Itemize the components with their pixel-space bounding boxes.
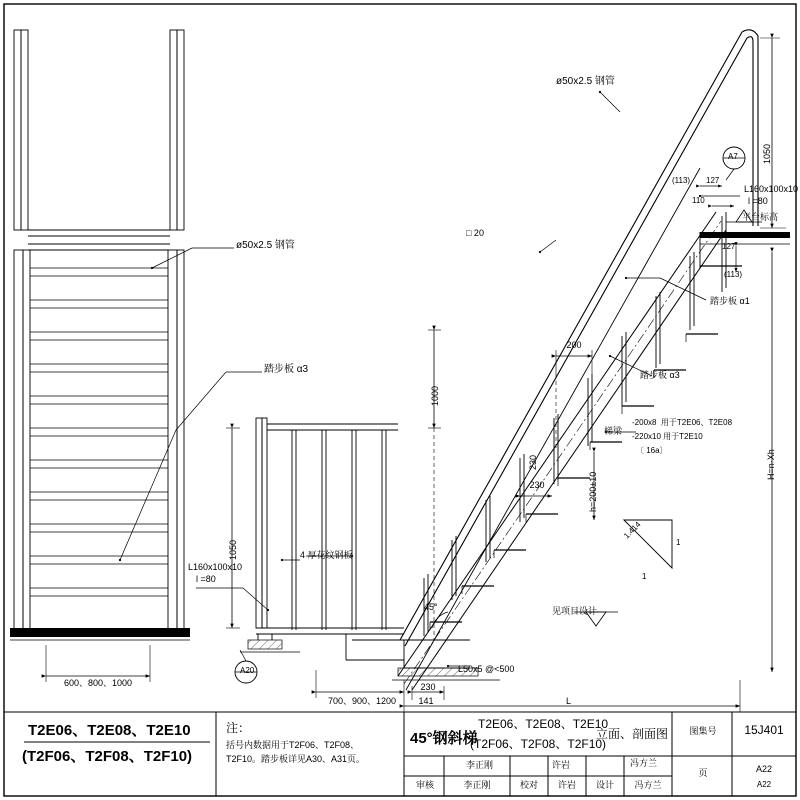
mid-dim-1050: 1050 (228, 539, 238, 560)
main-label-beam-spec-1: -200x8 用于T2E06、T2E08 (632, 418, 733, 427)
left-elevation-view (10, 30, 190, 682)
design-label: 设计 (595, 780, 614, 790)
signature-1: 李正刚 (466, 760, 494, 770)
title-main: 45°钢斜梯 (410, 730, 478, 747)
main-dim-1000: 1000 (430, 385, 440, 406)
main-label-beam-spec-2: -220x10 用于T2E10 (632, 432, 703, 441)
check-label: 校对 (519, 780, 538, 790)
title-models-1: T2E06、T2E08、T2E10 (478, 717, 609, 731)
main-dim-H: H=n·Xh (766, 449, 776, 480)
main-dim-200: 200 (566, 340, 582, 350)
main-angle-45: 45° (424, 602, 438, 612)
main-dim-127b: 127 (722, 242, 736, 251)
page-number: A22 (755, 764, 772, 774)
main-dim-vert-small: 230 (528, 454, 538, 470)
mid-dim-bottom-width: 700、900、1200 (327, 696, 397, 706)
main-label-beam-spec-3: 〔 16a〕 (636, 446, 668, 455)
design-name: 冯方兰 (634, 780, 662, 790)
left-label-pipe: ø50x2.5 钢管 (236, 240, 295, 251)
triangle-h: 1 (642, 572, 647, 581)
mid-angle-label-1: L160x100x10 (188, 562, 243, 572)
main-dim-141: 141 (418, 696, 434, 706)
title-models-2: (T2F06、T2F08、T2F10) (470, 737, 607, 751)
page-sub: A22 (756, 780, 772, 789)
atlas-label: 图集号 (689, 726, 717, 736)
detail-bubble-top: A7 (728, 152, 738, 161)
approve-name: 李正刚 (463, 780, 491, 790)
approve-label: 审核 (415, 780, 434, 790)
main-label-beam: 梯梁 (604, 426, 623, 436)
triangle-v: 1 (676, 538, 681, 547)
main-label-tread-a3: 踏步板 α3 (640, 370, 680, 380)
main-label-pipe-top: ø50x2.5 钢管 (556, 76, 615, 87)
main-dim-h200: h=200±10 (588, 471, 598, 512)
main-dim-110: 110 (692, 196, 705, 205)
main-dim-230-bottom: 230 (420, 682, 436, 692)
main-label-square-tube: □ 20 (466, 228, 484, 238)
triangle-hyp: 1.414 (622, 519, 643, 541)
main-dim-127a: 127 (706, 176, 720, 185)
mid-plate-label: 4 厚花纹钢板 (300, 550, 353, 560)
notes-heading: 注： (226, 721, 251, 735)
left-caption-2: (T2F06、T2F08、T2F10) (22, 748, 193, 765)
notes-line-2: T2F10。踏步板详见A30、A31页。 (226, 754, 366, 764)
main-platform-level: 平台标高 (742, 212, 779, 222)
main-project-design: 见项目设计 (552, 606, 598, 616)
signature-2: 许岩 (552, 760, 571, 770)
main-stair-section (306, 30, 790, 712)
main-dim-L: L (566, 696, 572, 706)
page-label: 页 (698, 768, 708, 778)
atlas-number: 15J401 (744, 723, 784, 737)
main-dim-230-mid: 230 (529, 480, 545, 490)
main-angle-right-1: L160x100x10 (744, 184, 799, 194)
main-label-tread-a1: 踏步板 α1 (710, 296, 750, 306)
main-dim-113b: (113) (724, 270, 743, 279)
mid-angle-label-2: l =80 (196, 574, 216, 584)
check-name: 许岩 (557, 780, 576, 790)
main-angle-right-2: l =80 (748, 196, 768, 206)
left-dim-width: 600、800、1000 (63, 678, 133, 688)
signature-3: 冯方兰 (630, 758, 658, 768)
detail-bubble-bottom: A20 (240, 666, 255, 675)
title-view: 立面、剖面图 (596, 727, 669, 741)
left-caption-1: T2E06、T2E08、T2E10 (28, 722, 191, 739)
notes-line-1: 括号内数据用于T2F06、T2F08、 (226, 740, 360, 750)
main-dim-1050-right: 1050 (762, 143, 772, 164)
left-label-tread: 踏步板 α3 (264, 364, 309, 375)
main-dim-113a: (113) (672, 176, 691, 185)
main-base-angle: L50x5 @<500 (458, 664, 515, 674)
